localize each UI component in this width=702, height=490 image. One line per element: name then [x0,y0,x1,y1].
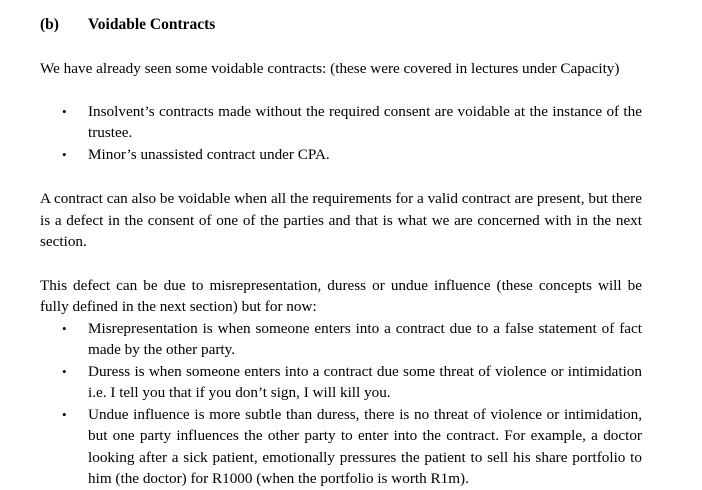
list-item [40,101,642,144]
voidable-examples-list [40,101,642,166]
document-page [40,14,642,490]
section-number: (b) [40,16,59,33]
list-item-text: Insolvent’s contracts made without the required consent are voidable at the instance of the trustee. [88,102,642,141]
defect-causes-list [40,318,642,490]
bullet-icon: • [62,146,67,162]
intro-paragraph: We have already seen some voidable contracts: (these were covered in lectures under Capacity) [40,60,620,77]
defect-paragraph: A contract can also be voidable when all the requirements for a valid contract are present, but there is a defect in the consent of one of the parties and that is what we are concerned with in the next section. [40,190,642,250]
list-item [40,144,642,166]
list-item [40,318,642,361]
section-heading [40,14,642,36]
list-item [40,404,642,490]
list-item-text: Undue influence is more subtle than duress, there is no threat of violence or intimidation, but one party influences the other party to enter into the contract. For example, a doctor looking after a sick patient, emotionally pressures the patient to sell his share portfolio to him (the doctor) for R1000 (when the portfolio is worth R1m). [88,405,642,487]
bullet-icon: • [62,363,67,379]
causes-paragraph: This defect can be due to misrepresentation, duress or undue influence (these concepts will be fully defined in the next section) but for now: [40,276,642,315]
bullet-icon: • [62,320,67,336]
list-item-text: Duress is when someone enters into a contract due some threat of violence or intimidation i.e. I tell you that if you don’t sign, I will kill you. [88,362,642,401]
list-item-text: Minor’s unassisted contract under CPA. [88,145,330,163]
list-item [40,361,642,404]
bullet-icon: • [62,406,67,422]
list-item-text: Misrepresentation is when someone enters into a contract due to a false statement of fact made by the other party. [88,319,642,358]
section-title: Voidable Contracts [88,16,216,33]
bullet-icon: • [62,103,67,119]
